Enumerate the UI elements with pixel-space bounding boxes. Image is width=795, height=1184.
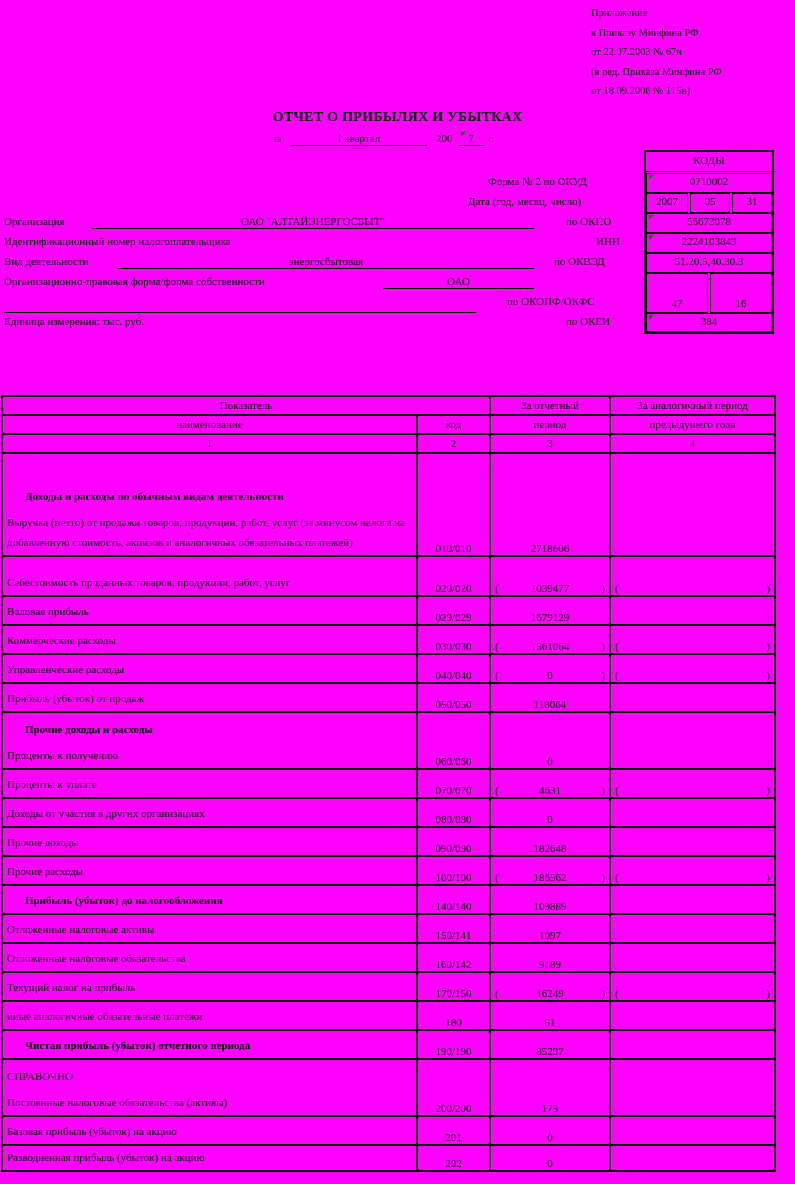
codes-header: КОДЫ	[646, 152, 772, 172]
org-label: Организация	[4, 216, 65, 228]
cell-marker-icon	[649, 175, 654, 180]
header-current: За отчетный	[490, 396, 610, 415]
row-name-cell	[2, 769, 417, 798]
row-code: 030/030	[417, 625, 490, 654]
period-year-prefix: 200	[436, 133, 453, 145]
row-name: Отложенные налоговые обязательства	[7, 953, 186, 965]
row-code: 150/141	[417, 914, 490, 943]
row-current-value: 1679129	[530, 612, 570, 624]
row-name-cell	[2, 596, 417, 625]
section-title: СПРАВОЧНО	[7, 1071, 73, 1083]
row-name-cell	[2, 1030, 417, 1059]
row-name-cell	[2, 453, 417, 556]
row-name-cell	[2, 1059, 417, 1116]
appendix-line: к Приказу Минфина РФ	[591, 27, 699, 39]
date-day-value: 31	[732, 193, 772, 213]
row-code: 010/010	[417, 453, 490, 556]
appendix-line: (в ред. Приказа Минфина РФ	[591, 66, 722, 78]
row-previous-value-cell	[610, 1116, 775, 1145]
row-current-value-cell	[490, 914, 610, 943]
row-code: 029/029	[417, 596, 490, 625]
appendix-line: от 18.09.2006 № 115н)	[591, 86, 691, 97]
row-name: Разводненная прибыль (убыток) на акцию	[7, 1152, 205, 1164]
row-name: иные аналогичные обязательные платежи	[7, 1011, 203, 1023]
cell-marker-icon	[649, 315, 654, 320]
open-paren: (	[615, 641, 619, 653]
row-previous-value-cell	[610, 625, 775, 654]
table-row	[2, 712, 775, 769]
open-paren: (	[495, 583, 499, 595]
open-paren: (	[495, 988, 499, 1000]
row-current-value: 0	[547, 1132, 553, 1144]
row-name-cell	[2, 885, 417, 914]
okved-label: по ОКВЭД	[554, 256, 605, 268]
row-name-cell	[2, 972, 417, 1001]
header-previous: За аналогичный период	[610, 396, 775, 415]
org-name: ОАО "АЛТАЙЭНЕРГОСБЫТ"	[92, 216, 534, 229]
col-number: 4	[610, 434, 775, 453]
row-name: Коммерческие расходы	[7, 635, 116, 647]
row-current-value-cell	[490, 1116, 610, 1145]
header-previous-year: предыдущего года	[610, 415, 775, 434]
table-row	[2, 769, 775, 798]
table-row	[2, 1116, 775, 1145]
row-current-value: 85297	[536, 1046, 564, 1058]
open-paren: (	[495, 785, 499, 797]
row-previous-value-cell	[610, 827, 775, 856]
row-name: Текущий налог на прибыль	[7, 982, 136, 994]
row-name-cell	[2, 556, 417, 596]
row-previous-value-cell	[610, 1001, 775, 1030]
row-previous-value-cell	[610, 885, 775, 914]
row-code: 100/100	[417, 856, 490, 885]
row-current-value-cell	[490, 625, 610, 654]
open-paren: (	[615, 785, 619, 797]
row-current-value: 186562	[533, 872, 567, 884]
row-current-value: 175	[541, 1103, 559, 1115]
row-code: 140/140	[417, 885, 490, 914]
activity-name: энергосбытовая	[118, 256, 534, 269]
close-paren: )	[766, 641, 770, 653]
row-current-value: 1561064	[530, 641, 570, 653]
close-paren: )	[766, 872, 770, 884]
row-current-value-cell	[490, 972, 610, 1001]
table-row	[2, 856, 775, 885]
table-row	[2, 556, 775, 596]
table-row	[2, 1030, 775, 1059]
inn-code-label: ИНН	[596, 236, 620, 248]
date-label: Дата (год, месяц, число)	[468, 196, 582, 208]
row-previous-value-cell	[610, 972, 775, 1001]
table-row	[2, 1145, 775, 1171]
period-year: 7	[458, 133, 484, 146]
row-previous-value-cell	[610, 712, 775, 769]
okfs-value: 16	[710, 273, 772, 313]
open-paren: (	[495, 872, 499, 884]
period-prefix: за	[272, 133, 282, 145]
close-paren: )	[766, 988, 770, 1000]
row-code: 202	[417, 1145, 490, 1171]
activity-label: Вид деятельности	[4, 256, 89, 268]
row-name: Прочие доходы	[7, 837, 79, 849]
table-row	[2, 914, 775, 943]
row-previous-value-cell	[610, 769, 775, 798]
table-row	[2, 943, 775, 972]
row-name: Управленческие расходы	[7, 664, 125, 676]
open-paren: (	[495, 670, 499, 682]
row-current-value: 109889	[533, 901, 567, 913]
okei-value: 384	[646, 313, 772, 332]
row-current-value: 51	[544, 1017, 556, 1029]
row-name-cell	[2, 914, 417, 943]
row-previous-value-cell	[610, 556, 775, 596]
header-indicator: Показатель	[2, 396, 490, 415]
okpo-value: 56673078	[646, 213, 772, 233]
row-previous-value-cell	[610, 798, 775, 827]
row-code: 200/200	[417, 1059, 490, 1116]
close-paren: )	[601, 988, 605, 1000]
row-name: Прибыль (убыток) от продаж	[7, 693, 145, 705]
row-code: 070/070	[417, 769, 490, 798]
row-current-value-cell	[490, 712, 610, 769]
table-row	[2, 683, 775, 712]
row-current-value-cell	[490, 683, 610, 712]
row-current-value: 0	[547, 756, 553, 768]
row-code: 040/040	[417, 654, 490, 683]
row-current-value: 182648	[533, 843, 567, 855]
row-previous-value-cell	[610, 1059, 775, 1116]
close-paren: )	[766, 670, 770, 682]
form-label: Форма № 2 по ОКУД	[488, 176, 587, 188]
table-row	[2, 798, 775, 827]
date-month-value: 05	[690, 193, 730, 213]
codes-box	[644, 150, 774, 334]
row-code: 090/090	[417, 827, 490, 856]
row-previous-value-cell	[610, 1145, 775, 1171]
row-previous-value-cell	[610, 596, 775, 625]
row-code: 060/060	[417, 712, 490, 769]
row-current-value-cell	[490, 1145, 610, 1171]
open-paren: (	[615, 988, 619, 1000]
open-paren: (	[495, 641, 499, 653]
open-paren: (	[615, 670, 619, 682]
row-current-value-cell	[490, 596, 610, 625]
table-row	[2, 625, 775, 654]
report-title: ОТЧЕТ О ПРИБЫЛЯХ И УБЫТКАХ	[272, 110, 523, 125]
okopf-label: по ОКОПФ/ОКФС	[507, 296, 595, 308]
inn-label: Идентификационный номер налогоплательщика	[4, 236, 231, 248]
legal-form-name: ОАО	[383, 276, 534, 289]
row-name-cell	[2, 798, 417, 827]
row-current-value: 1039477	[530, 583, 570, 595]
table-row	[2, 453, 775, 556]
okopf-value: 47	[646, 273, 708, 313]
date-year-value: 2007	[646, 193, 688, 213]
row-previous-value-cell	[610, 856, 775, 885]
row-current-value-cell	[490, 1030, 610, 1059]
row-current-value: 0	[547, 814, 553, 826]
cell-marker-icon	[649, 235, 654, 240]
header-name: наименование	[2, 415, 417, 434]
row-name-cell	[2, 712, 417, 769]
row-name-cell	[2, 625, 417, 654]
appendix-line: от 22.07.2003 № 67н	[591, 47, 682, 58]
table-row	[2, 885, 775, 914]
table-row	[2, 1059, 775, 1116]
row-name: Прибыль (убыток) до налогообложения	[25, 895, 223, 907]
row-name: Валовая прибыль	[7, 606, 89, 618]
row-current-value: 16249	[536, 988, 564, 1000]
open-paren: (	[615, 872, 619, 884]
section-title: Прочие доходы и расходы	[25, 724, 153, 736]
open-paren: (	[615, 583, 619, 595]
period-year-unit: г.	[488, 133, 495, 145]
appendix-line: Приложение	[591, 8, 648, 19]
row-current-value: 4631	[539, 785, 561, 797]
row-name: Прочие расходы	[7, 866, 84, 878]
profit-loss-table	[1, 395, 776, 1172]
row-name-cell	[2, 683, 417, 712]
unit-label: Единица измерения: тыс. руб.	[4, 316, 145, 328]
row-name-cell	[2, 1001, 417, 1030]
row-name: Выручка (нетто) от продажи товаров, продукции, работ, услуг (за минусом налога на добавленную стоимость, акцизов и аналогичных обязательных платежей)	[7, 517, 405, 549]
row-current-value: 1097	[539, 930, 561, 942]
close-paren: )	[766, 785, 770, 797]
row-previous-value-cell	[610, 1030, 775, 1059]
row-name: Чистая прибыль (убыток) отчетного периода	[25, 1040, 251, 1052]
row-current-value: 118064	[533, 699, 567, 711]
row-name-cell	[2, 856, 417, 885]
row-name-cell	[2, 1116, 417, 1145]
okud-value: 0710002	[646, 173, 772, 193]
okpo-label: по ОКПО	[566, 216, 612, 228]
col-number: 3	[490, 434, 610, 453]
row-code: 180	[417, 1001, 490, 1030]
row-current-value: 0	[547, 670, 553, 682]
col-number: 1	[2, 434, 417, 453]
row-current-value-cell	[490, 885, 610, 914]
table-row	[2, 827, 775, 856]
row-previous-value-cell	[610, 683, 775, 712]
close-paren: )	[766, 583, 770, 595]
row-name: Проценты к уплате	[7, 779, 97, 791]
row-name-cell	[2, 1145, 417, 1171]
row-current-value-cell	[490, 1059, 610, 1116]
close-paren: )	[601, 872, 605, 884]
row-current-value-cell	[490, 943, 610, 972]
row-previous-value-cell	[610, 453, 775, 556]
row-current-value-cell	[490, 827, 610, 856]
period-quarter: I квартал	[291, 133, 427, 146]
row-name-cell	[2, 654, 417, 683]
row-previous-value-cell	[610, 654, 775, 683]
legal-form-underline	[4, 298, 476, 313]
appendix-note	[591, 4, 722, 102]
row-current-value: 9189	[539, 959, 561, 971]
okved-value: 51.20.5,40.30.3	[646, 253, 772, 273]
row-current-value-cell	[490, 856, 610, 885]
inn-value: 2224103849	[646, 233, 772, 253]
row-name: Базовая прибыль (убыток) на акцию	[7, 1126, 177, 1138]
row-name-cell	[2, 827, 417, 856]
header-code: код	[417, 415, 490, 434]
row-code: 020/020	[417, 556, 490, 596]
row-previous-value-cell	[610, 943, 775, 972]
table-row	[2, 1001, 775, 1030]
row-current-value-cell	[490, 453, 610, 556]
row-current-value: 0	[547, 1158, 553, 1170]
row-name: Проценты к получению	[7, 750, 119, 762]
row-code: 190/190	[417, 1030, 490, 1059]
row-current-value-cell	[490, 798, 610, 827]
section-title: Доходы и расходы по обычным видам деятельности	[25, 491, 284, 503]
table-row	[2, 596, 775, 625]
row-current-value: 2718606	[530, 543, 570, 555]
row-code: 160/142	[417, 943, 490, 972]
close-paren: )	[601, 583, 605, 595]
table-row	[2, 654, 775, 683]
header-current-period: период	[490, 415, 610, 434]
row-current-value-cell	[490, 556, 610, 596]
row-code: 080/080	[417, 798, 490, 827]
row-code: 050/050	[417, 683, 490, 712]
close-paren: )	[601, 670, 605, 682]
row-code: 201	[417, 1116, 490, 1145]
row-name: Постоянные налоговые обязательства (активы)	[7, 1097, 228, 1109]
row-current-value-cell	[490, 769, 610, 798]
close-paren: )	[601, 785, 605, 797]
table-row	[2, 972, 775, 1001]
legal-form-label: Организационно-правовая форма/форма собственности	[4, 276, 265, 288]
okei-label: по ОКЕИ	[566, 316, 611, 328]
row-name: Отложенные налоговые активы	[7, 924, 155, 936]
row-code: 170/150	[417, 972, 490, 1001]
row-name-cell	[2, 943, 417, 972]
row-name: Доходы от участия в других организациях	[7, 808, 205, 820]
close-paren: )	[601, 641, 605, 653]
cell-marker-icon	[649, 215, 654, 220]
row-current-value-cell	[490, 1001, 610, 1030]
row-previous-value-cell	[610, 914, 775, 943]
row-current-value-cell	[490, 654, 610, 683]
cell-marker-icon	[461, 132, 466, 137]
row-name: Себестоимость проданных товаров, продукции, работ, услуг	[7, 577, 291, 589]
col-number: 2	[417, 434, 490, 453]
